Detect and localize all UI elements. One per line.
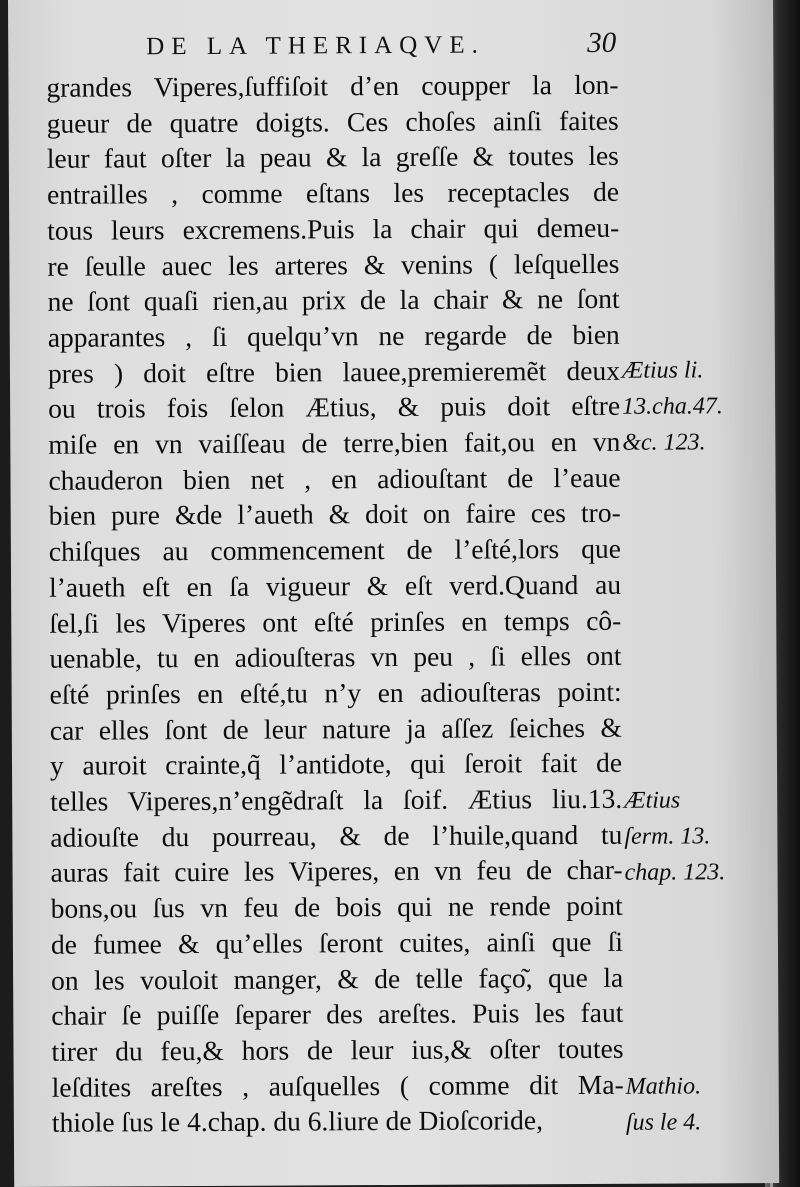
text-line: ne ſont quaſi rien,au prix de la chair & ne ſont <box>47 283 620 318</box>
text-line: bien pure &de l’aueth & doit on faire ces tro- <box>48 497 621 532</box>
text-line: uenable, tu en adiouſteras vn peu , ſi elles ont <box>49 640 622 675</box>
text-line: ou trois fois ſelon Ætius, & puis doit eſtre <box>48 390 621 425</box>
text-line: l’aueth eſt en ſa vigueur & eſt verd.Quand au <box>48 568 622 603</box>
text-line: chair ſe puiſſe ſeparer des areſtes. Puis les faut <box>51 997 624 1032</box>
text-line: entrailles , comme eſtans les receptacles de <box>46 175 620 210</box>
text-line: de fumee & qu’elles ſeront cuites, ainſi que ſi <box>50 925 624 960</box>
book-page <box>8 0 779 1187</box>
page-number: 30 <box>587 26 617 59</box>
text-line: y auroit crainte,q̃ l’antidote, qui ſeroit fait de <box>49 747 623 782</box>
text-line: tous leurs excremens.Puis la chair qui demeu- <box>47 211 620 246</box>
margin-note: ſerm. 13. <box>624 823 711 850</box>
text-line: leſdites areſtes , auſquelles ( comme dit Ma- <box>51 1068 624 1103</box>
text-line: apparantes , ſi quelqu’vn ne regarde de bien <box>47 318 620 353</box>
margin-note: Mathio. <box>625 1073 702 1100</box>
margin-note: &c. 123. <box>622 429 706 456</box>
margin-note: 13.cha.47. <box>622 393 723 420</box>
text-line: gueur de quatre doigts. Ces choſes ainſi faites <box>46 104 619 139</box>
text-line: ſel,ſi les Viperes ont eſté prinſes en temps cô- <box>49 604 622 639</box>
text-line: chiſques au commencement de l’eſté,lors que <box>48 532 621 567</box>
text-line: leur faut oſter la peau & la greſſe & toutes les <box>46 140 619 175</box>
text-line: chauderon bien net , en adiouſtant de l’eaue <box>48 461 621 496</box>
margin-notes <box>621 357 772 1136</box>
page-header <box>146 26 617 69</box>
text-line: tirer du feu,& hors de leur ius,& oſter toutes <box>51 1032 624 1067</box>
text-line: bons,ou ſus vn feu de bois qui ne rende point <box>50 889 623 924</box>
text-line: eſté prinſes en eſté,tu n’y en adiouſteras point: <box>49 675 622 710</box>
text-line: car elles ſont de leur nature ja aſſez ſeiches & <box>49 711 622 746</box>
margin-note: Ætius li. <box>621 357 704 384</box>
text-line: grandes Viperes,ſuffiſoit d’en coupper la lon- <box>46 68 619 103</box>
margin-note: Ætius <box>624 787 681 814</box>
text-line: pres ) doit eſtre bien lauee,premieremẽt deux <box>47 354 621 389</box>
text-line: on les vouloit manger, & de telle faço͂, que la <box>51 961 624 996</box>
text-line: thiole ſus le 4.chap. du 6.liure de Dioſcoride, <box>51 1104 544 1139</box>
text-line: re ſeulle auec les arteres & venins ( leſquelles <box>47 247 620 282</box>
text-line: auras fait cuire les Viperes, en vn feu de char- <box>50 854 623 889</box>
text-line: telles Viperes,n’engẽdraſt la ſoif. Ætius liu.13. <box>50 782 623 817</box>
margin-note: chap. 123. <box>624 859 726 886</box>
body-text <box>46 67 624 1141</box>
running-title: DE LA THERIAQVE. <box>146 31 485 61</box>
text-line: miſe en vn vaiſſeau de terre,bien fait,ou en vn <box>48 425 621 460</box>
text-line: adiouſte du pourreau, & de l’huile,quand tu <box>50 818 623 853</box>
margin-note: ſus le 4. <box>625 1109 702 1136</box>
